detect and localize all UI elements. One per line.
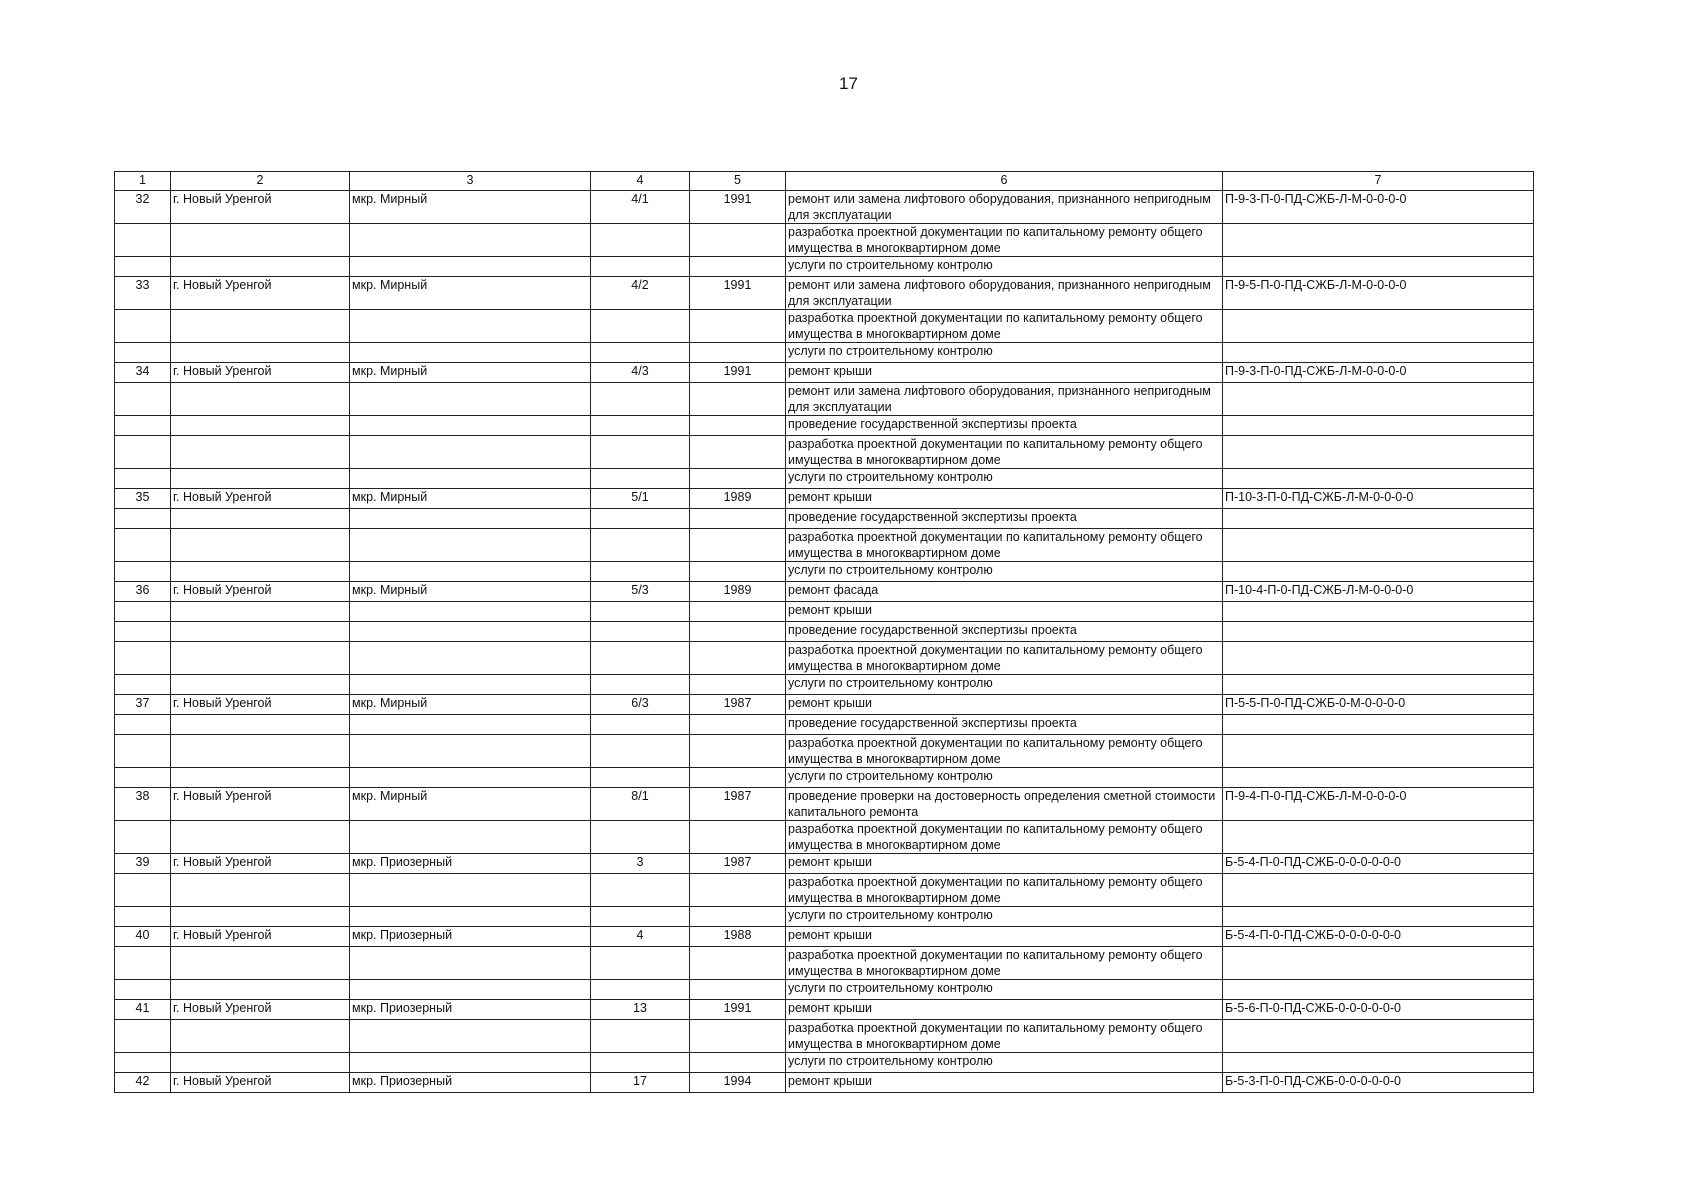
city-cell	[171, 383, 350, 416]
building-code-cell: Б-5-3-П-0-ПД-СЖБ-0-0-0-0-0-0	[1223, 1073, 1534, 1093]
city-cell	[171, 469, 350, 489]
work-type-cell: разработка проектной документации по капитальному ремонту общего имущества в многоквартирном доме	[786, 735, 1223, 768]
table-row	[115, 1000, 1534, 1020]
city-cell	[171, 642, 350, 675]
city-cell	[171, 874, 350, 907]
row-number-cell: 39	[115, 854, 171, 874]
district-cell	[350, 642, 591, 675]
work-type-cell: разработка проектной документации по капитальному ремонту общего имущества в многоквартирном доме	[786, 436, 1223, 469]
table-row	[115, 224, 1534, 257]
building-code-cell	[1223, 1053, 1534, 1073]
district-cell	[350, 383, 591, 416]
city-cell: г. Новый Уренгой	[171, 191, 350, 224]
work-type-cell: ремонт крыши	[786, 927, 1223, 947]
row-number-cell	[115, 1053, 171, 1073]
city-cell	[171, 529, 350, 562]
work-type-cell: ремонт фасада	[786, 582, 1223, 602]
work-type-cell: услуги по строительному контролю	[786, 980, 1223, 1000]
district-cell	[350, 735, 591, 768]
row-number-cell	[115, 416, 171, 436]
work-type-cell: ремонт или замена лифтового оборудования, признанного непригодным для эксплуатации	[786, 191, 1223, 224]
district-cell: мкр. Мирный	[350, 363, 591, 383]
row-number-cell	[115, 436, 171, 469]
city-cell: г. Новый Уренгой	[171, 695, 350, 715]
work-type-cell: услуги по строительному контролю	[786, 907, 1223, 927]
building-code-cell: П-10-4-П-0-ПД-СЖБ-Л-М-0-0-0-0	[1223, 582, 1534, 602]
city-cell: г. Новый Уренгой	[171, 1000, 350, 1020]
table-row	[115, 529, 1534, 562]
table-row	[115, 642, 1534, 675]
house-number-cell: 8/1	[591, 788, 690, 821]
year-cell	[690, 310, 786, 343]
work-type-cell: разработка проектной документации по капитальному ремонту общего имущества в многоквартирном доме	[786, 874, 1223, 907]
year-cell	[690, 715, 786, 735]
work-type-cell: ремонт крыши	[786, 602, 1223, 622]
year-cell: 1989	[690, 489, 786, 509]
row-number-cell	[115, 642, 171, 675]
city-cell	[171, 947, 350, 980]
column-header: 5	[690, 172, 786, 191]
row-number-cell: 32	[115, 191, 171, 224]
building-code-cell	[1223, 436, 1534, 469]
building-code-cell	[1223, 715, 1534, 735]
district-cell	[350, 310, 591, 343]
row-number-cell: 36	[115, 582, 171, 602]
district-cell	[350, 622, 591, 642]
row-number-cell	[115, 947, 171, 980]
year-cell	[690, 735, 786, 768]
year-cell	[690, 343, 786, 363]
row-number-cell	[115, 622, 171, 642]
district-cell	[350, 715, 591, 735]
house-number-cell: 5/3	[591, 582, 690, 602]
work-type-cell: ремонт крыши	[786, 854, 1223, 874]
work-type-cell: проведение государственной экспертизы проекта	[786, 622, 1223, 642]
table-row	[115, 788, 1534, 821]
column-number-row	[115, 172, 1534, 191]
column-header: 6	[786, 172, 1223, 191]
page-number: 17	[839, 74, 858, 93]
district-cell	[350, 257, 591, 277]
city-cell	[171, 562, 350, 582]
year-cell	[690, 622, 786, 642]
table-row	[115, 343, 1534, 363]
capital-repair-table	[114, 171, 1534, 1093]
work-type-cell: услуги по строительному контролю	[786, 469, 1223, 489]
table-row	[115, 436, 1534, 469]
row-number-cell: 33	[115, 277, 171, 310]
year-cell	[690, 469, 786, 489]
table-row	[115, 469, 1534, 489]
work-type-cell: проведение государственной экспертизы проекта	[786, 416, 1223, 436]
work-type-cell: ремонт крыши	[786, 489, 1223, 509]
building-code-cell	[1223, 735, 1534, 768]
building-code-cell: П-9-5-П-0-ПД-СЖБ-Л-М-0-0-0-0	[1223, 277, 1534, 310]
year-cell: 1991	[690, 1000, 786, 1020]
city-cell	[171, 675, 350, 695]
table-row	[115, 874, 1534, 907]
city-cell: г. Новый Уренгой	[171, 788, 350, 821]
district-cell: мкр. Приозерный	[350, 854, 591, 874]
year-cell	[690, 821, 786, 854]
work-type-cell: разработка проектной документации по капитальному ремонту общего имущества в многоквартирном доме	[786, 642, 1223, 675]
table-row	[115, 562, 1534, 582]
house-number-cell	[591, 436, 690, 469]
district-cell	[350, 675, 591, 695]
house-number-cell	[591, 562, 690, 582]
year-cell: 1991	[690, 363, 786, 383]
district-cell	[350, 224, 591, 257]
table-row	[115, 489, 1534, 509]
city-cell	[171, 602, 350, 622]
district-cell	[350, 907, 591, 927]
house-number-cell	[591, 257, 690, 277]
house-number-cell	[591, 675, 690, 695]
table-row	[115, 854, 1534, 874]
city-cell: г. Новый Уренгой	[171, 489, 350, 509]
year-cell	[690, 1053, 786, 1073]
year-cell: 1991	[690, 191, 786, 224]
row-number-cell: 42	[115, 1073, 171, 1093]
building-code-cell: П-9-3-П-0-ПД-СЖБ-Л-М-0-0-0-0	[1223, 191, 1534, 224]
table-row	[115, 715, 1534, 735]
house-number-cell	[591, 310, 690, 343]
house-number-cell	[591, 768, 690, 788]
year-cell: 1989	[690, 582, 786, 602]
year-cell	[690, 257, 786, 277]
house-number-cell: 6/3	[591, 695, 690, 715]
building-code-cell	[1223, 562, 1534, 582]
table-row	[115, 602, 1534, 622]
house-number-cell: 4/2	[591, 277, 690, 310]
row-number-cell	[115, 874, 171, 907]
table-row	[115, 622, 1534, 642]
building-code-cell	[1223, 310, 1534, 343]
district-cell	[350, 509, 591, 529]
work-type-cell: ремонт крыши	[786, 1073, 1223, 1093]
house-number-cell	[591, 602, 690, 622]
year-cell: 1988	[690, 927, 786, 947]
work-type-cell: разработка проектной документации по капитальному ремонту общего имущества в многоквартирном доме	[786, 224, 1223, 257]
table-row	[115, 1073, 1534, 1093]
work-type-cell: проведение государственной экспертизы проекта	[786, 509, 1223, 529]
work-type-cell: разработка проектной документации по капитальному ремонту общего имущества в многоквартирном доме	[786, 310, 1223, 343]
building-code-cell: П-10-3-П-0-ПД-СЖБ-Л-М-0-0-0-0	[1223, 489, 1534, 509]
district-cell: мкр. Приозерный	[350, 1000, 591, 1020]
building-code-cell	[1223, 224, 1534, 257]
district-cell: мкр. Мирный	[350, 788, 591, 821]
city-cell	[171, 1053, 350, 1073]
table-row	[115, 1020, 1534, 1053]
work-type-cell: услуги по строительному контролю	[786, 675, 1223, 695]
house-number-cell	[591, 469, 690, 489]
row-number-cell: 37	[115, 695, 171, 715]
building-code-cell	[1223, 257, 1534, 277]
district-cell: мкр. Мирный	[350, 489, 591, 509]
house-number-cell	[591, 642, 690, 675]
work-type-cell: разработка проектной документации по капитальному ремонту общего имущества в многоквартирном доме	[786, 947, 1223, 980]
year-cell	[690, 768, 786, 788]
district-cell	[350, 529, 591, 562]
city-cell: г. Новый Уренгой	[171, 927, 350, 947]
house-number-cell	[591, 529, 690, 562]
building-code-cell	[1223, 343, 1534, 363]
table-row	[115, 416, 1534, 436]
work-type-cell: проведение государственной экспертизы проекта	[786, 715, 1223, 735]
year-cell	[690, 602, 786, 622]
work-type-cell: ремонт крыши	[786, 1000, 1223, 1020]
house-number-cell	[591, 622, 690, 642]
city-cell	[171, 735, 350, 768]
city-cell: г. Новый Уренгой	[171, 277, 350, 310]
work-type-cell: разработка проектной документации по капитальному ремонту общего имущества в многоквартирном доме	[786, 529, 1223, 562]
table-row	[115, 821, 1534, 854]
building-code-cell	[1223, 947, 1534, 980]
house-number-cell: 5/1	[591, 489, 690, 509]
table-row	[115, 363, 1534, 383]
city-cell: г. Новый Уренгой	[171, 582, 350, 602]
district-cell	[350, 768, 591, 788]
house-number-cell: 4/3	[591, 363, 690, 383]
table-row	[115, 509, 1534, 529]
table-row	[115, 277, 1534, 310]
row-number-cell	[115, 768, 171, 788]
district-cell: мкр. Мирный	[350, 191, 591, 224]
row-number-cell	[115, 509, 171, 529]
table-body	[115, 191, 1534, 1093]
building-code-cell	[1223, 642, 1534, 675]
house-number-cell	[591, 874, 690, 907]
district-cell	[350, 1053, 591, 1073]
building-code-cell	[1223, 602, 1534, 622]
district-cell	[350, 874, 591, 907]
city-cell	[171, 257, 350, 277]
district-cell	[350, 436, 591, 469]
city-cell	[171, 509, 350, 529]
work-type-cell: услуги по строительному контролю	[786, 562, 1223, 582]
table-row	[115, 582, 1534, 602]
row-number-cell	[115, 529, 171, 562]
column-header: 7	[1223, 172, 1534, 191]
year-cell	[690, 907, 786, 927]
row-number-cell	[115, 562, 171, 582]
district-cell	[350, 1020, 591, 1053]
house-number-cell	[591, 509, 690, 529]
district-cell	[350, 980, 591, 1000]
city-cell	[171, 768, 350, 788]
table-row	[115, 1053, 1534, 1073]
district-cell	[350, 343, 591, 363]
house-number-cell	[591, 947, 690, 980]
district-cell	[350, 602, 591, 622]
city-cell	[171, 1020, 350, 1053]
house-number-cell: 13	[591, 1000, 690, 1020]
row-number-cell	[115, 735, 171, 768]
table-row	[115, 191, 1534, 224]
building-code-cell	[1223, 821, 1534, 854]
building-code-cell	[1223, 675, 1534, 695]
building-code-cell: Б-5-4-П-0-ПД-СЖБ-0-0-0-0-0-0	[1223, 927, 1534, 947]
table-row	[115, 980, 1534, 1000]
year-cell	[690, 947, 786, 980]
row-number-cell	[115, 907, 171, 927]
year-cell	[690, 980, 786, 1000]
year-cell	[690, 416, 786, 436]
building-code-cell	[1223, 980, 1534, 1000]
work-type-cell: ремонт крыши	[786, 363, 1223, 383]
work-type-cell: ремонт крыши	[786, 695, 1223, 715]
district-cell	[350, 821, 591, 854]
work-type-cell: разработка проектной документации по капитальному ремонту общего имущества в многоквартирном доме	[786, 1020, 1223, 1053]
year-cell	[690, 874, 786, 907]
house-number-cell	[591, 1053, 690, 1073]
column-header: 3	[350, 172, 591, 191]
building-code-cell	[1223, 622, 1534, 642]
year-cell	[690, 383, 786, 416]
city-cell	[171, 310, 350, 343]
district-cell	[350, 947, 591, 980]
row-number-cell	[115, 257, 171, 277]
row-number-cell	[115, 383, 171, 416]
house-number-cell: 3	[591, 854, 690, 874]
building-code-cell: П-9-4-П-0-ПД-СЖБ-Л-М-0-0-0-0	[1223, 788, 1534, 821]
table-row	[115, 927, 1534, 947]
building-code-cell	[1223, 1020, 1534, 1053]
house-number-cell: 4/1	[591, 191, 690, 224]
building-code-cell	[1223, 509, 1534, 529]
house-number-cell	[591, 735, 690, 768]
year-cell	[690, 224, 786, 257]
district-cell	[350, 416, 591, 436]
table-row	[115, 310, 1534, 343]
table-row	[115, 768, 1534, 788]
house-number-cell	[591, 224, 690, 257]
building-code-cell: Б-5-4-П-0-ПД-СЖБ-0-0-0-0-0-0	[1223, 854, 1534, 874]
city-cell	[171, 416, 350, 436]
district-cell: мкр. Мирный	[350, 695, 591, 715]
city-cell: г. Новый Уренгой	[171, 854, 350, 874]
row-number-cell	[115, 715, 171, 735]
row-number-cell	[115, 1020, 171, 1053]
row-number-cell	[115, 343, 171, 363]
year-cell	[690, 562, 786, 582]
city-cell: г. Новый Уренгой	[171, 363, 350, 383]
house-number-cell	[591, 715, 690, 735]
table-row	[115, 257, 1534, 277]
house-number-cell: 17	[591, 1073, 690, 1093]
year-cell	[690, 529, 786, 562]
year-cell	[690, 675, 786, 695]
work-type-cell: ремонт или замена лифтового оборудования, признанного непригодным для эксплуатации	[786, 383, 1223, 416]
table-row	[115, 383, 1534, 416]
building-code-cell	[1223, 874, 1534, 907]
building-code-cell: Б-5-6-П-0-ПД-СЖБ-0-0-0-0-0-0	[1223, 1000, 1534, 1020]
building-code-cell: П-9-3-П-0-ПД-СЖБ-Л-М-0-0-0-0	[1223, 363, 1534, 383]
row-number-cell	[115, 980, 171, 1000]
district-cell: мкр. Мирный	[350, 277, 591, 310]
city-cell: г. Новый Уренгой	[171, 1073, 350, 1093]
row-number-cell	[115, 602, 171, 622]
row-number-cell: 35	[115, 489, 171, 509]
house-number-cell: 4	[591, 927, 690, 947]
house-number-cell	[591, 416, 690, 436]
row-number-cell	[115, 469, 171, 489]
house-number-cell	[591, 343, 690, 363]
city-cell	[171, 224, 350, 257]
house-number-cell	[591, 907, 690, 927]
year-cell: 1987	[690, 788, 786, 821]
year-cell: 1987	[690, 854, 786, 874]
table-row	[115, 695, 1534, 715]
building-code-cell: П-5-5-П-0-ПД-СЖБ-0-М-0-0-0-0	[1223, 695, 1534, 715]
table-row	[115, 675, 1534, 695]
row-number-cell: 38	[115, 788, 171, 821]
house-number-cell	[591, 980, 690, 1000]
row-number-cell: 34	[115, 363, 171, 383]
house-number-cell	[591, 1020, 690, 1053]
city-cell	[171, 436, 350, 469]
city-cell	[171, 715, 350, 735]
city-cell	[171, 907, 350, 927]
work-type-cell: услуги по строительному контролю	[786, 1053, 1223, 1073]
year-cell	[690, 642, 786, 675]
work-type-cell: разработка проектной документации по капитальному ремонту общего имущества в многоквартирном доме	[786, 821, 1223, 854]
work-type-cell: услуги по строительному контролю	[786, 768, 1223, 788]
year-cell	[690, 436, 786, 469]
building-code-cell	[1223, 529, 1534, 562]
row-number-cell	[115, 224, 171, 257]
year-cell	[690, 509, 786, 529]
district-cell	[350, 469, 591, 489]
table-row	[115, 947, 1534, 980]
building-code-cell	[1223, 768, 1534, 788]
city-cell	[171, 821, 350, 854]
district-cell: мкр. Приозерный	[350, 1073, 591, 1093]
row-number-cell: 41	[115, 1000, 171, 1020]
column-header: 4	[591, 172, 690, 191]
city-cell	[171, 622, 350, 642]
city-cell	[171, 343, 350, 363]
building-code-cell	[1223, 907, 1534, 927]
work-type-cell: проведение проверки на достоверность определения сметной стоимости капитального ремонта	[786, 788, 1223, 821]
year-cell: 1991	[690, 277, 786, 310]
work-type-cell: услуги по строительному контролю	[786, 343, 1223, 363]
district-cell: мкр. Приозерный	[350, 927, 591, 947]
work-type-cell: ремонт или замена лифтового оборудования, признанного непригодным для эксплуатации	[786, 277, 1223, 310]
city-cell	[171, 980, 350, 1000]
table-row	[115, 907, 1534, 927]
year-cell: 1994	[690, 1073, 786, 1093]
building-code-cell	[1223, 416, 1534, 436]
table-row	[115, 735, 1534, 768]
work-type-cell: услуги по строительному контролю	[786, 257, 1223, 277]
column-header: 2	[171, 172, 350, 191]
row-number-cell	[115, 821, 171, 854]
district-cell: мкр. Мирный	[350, 582, 591, 602]
building-code-cell	[1223, 383, 1534, 416]
row-number-cell	[115, 675, 171, 695]
row-number-cell	[115, 310, 171, 343]
row-number-cell: 40	[115, 927, 171, 947]
column-header: 1	[115, 172, 171, 191]
house-number-cell	[591, 383, 690, 416]
district-cell	[350, 562, 591, 582]
year-cell	[690, 1020, 786, 1053]
year-cell: 1987	[690, 695, 786, 715]
house-number-cell	[591, 821, 690, 854]
building-code-cell	[1223, 469, 1534, 489]
